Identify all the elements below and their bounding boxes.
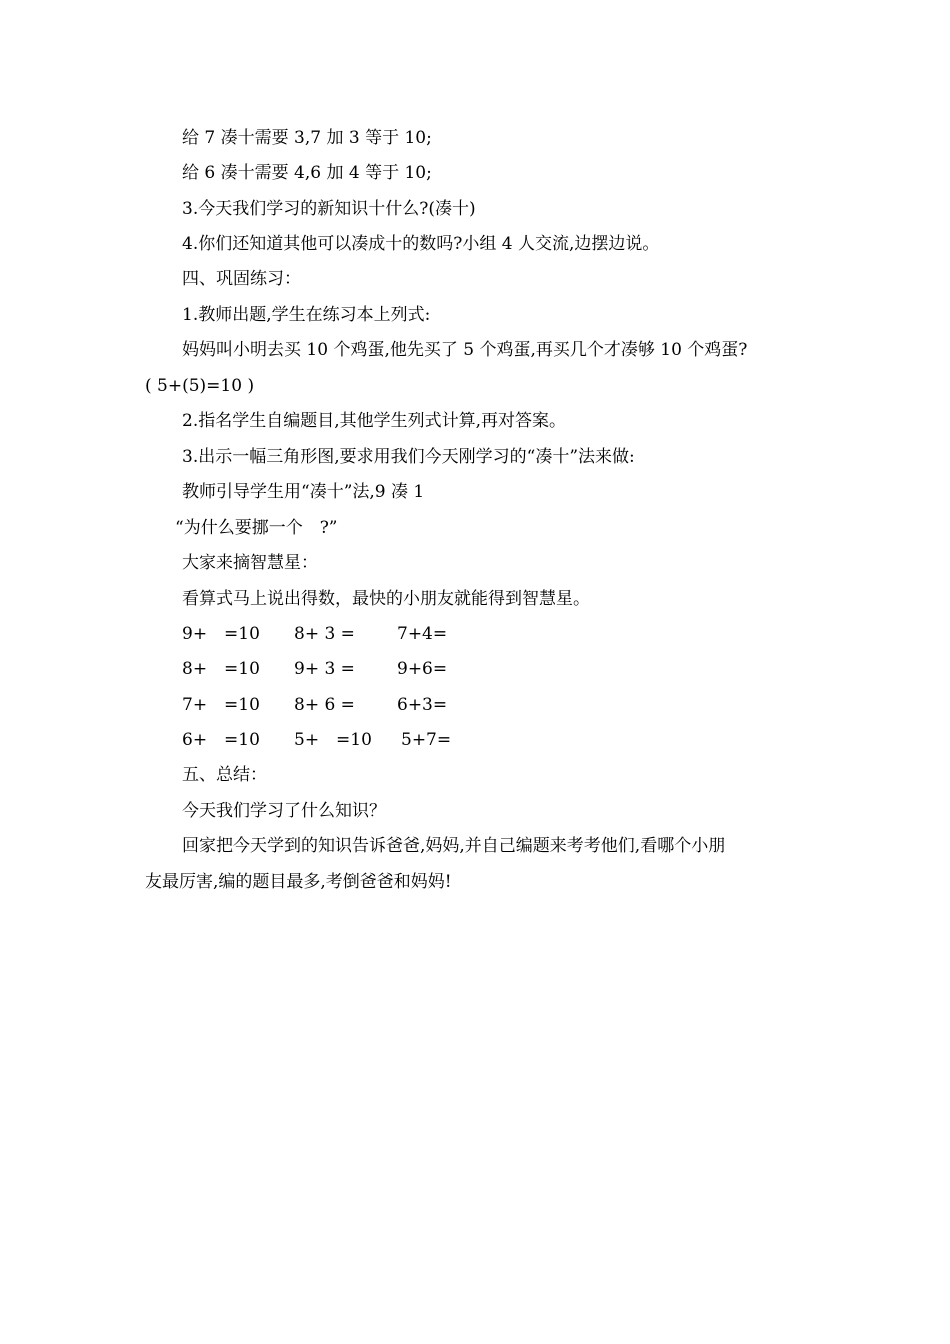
paragraph-line: ( 5+(5)=10 ) xyxy=(145,376,255,396)
paragraph-line: 3.出示一幅三角形图,要求用我们今天刚学习的“凑十”法来做: xyxy=(182,447,635,467)
exercise-cell: 9+ 3 = xyxy=(294,659,355,679)
paragraph-line: 给 6 凑十需要 4,6 加 4 等于 10; xyxy=(182,163,432,183)
paragraph-line: 大家来摘智慧星： xyxy=(182,553,318,573)
exercise-cell: 8+ =10 xyxy=(182,659,260,679)
paragraph-line: 友最厉害,编的题目最多,考倒爸爸和妈妈! xyxy=(145,872,452,892)
paragraph-line: 1.教师出题,学生在练习本上列式: xyxy=(182,305,431,325)
section-heading: 五、总结： xyxy=(182,765,267,785)
exercise-cell: 9+ =10 xyxy=(182,624,260,644)
paragraph-line: 妈妈叫小明去买 10 个鸡蛋,他先买了 5 个鸡蛋,再买几个才凑够 10 个鸡蛋? xyxy=(182,340,748,360)
paragraph-line: 今天我们学习了什么知识？ xyxy=(182,801,386,821)
exercise-cell: 7+ =10 xyxy=(182,695,260,715)
paragraph-line: 给 7 凑十需要 3,7 加 3 等于 10; xyxy=(182,128,432,148)
exercise-cell: 6+3= xyxy=(397,695,448,715)
paragraph-line: 教师引导学生用“凑十”法,9 凑 1 xyxy=(182,482,425,502)
paragraph-line: 3.今天我们学习的新知识十什么?(凑十) xyxy=(182,199,476,219)
exercise-cell: 6+ =10 xyxy=(182,730,260,750)
exercise-cell: 5+ =10 xyxy=(294,730,372,750)
paragraph-line: 看算式马上说出得数，最快的小朋友就能得到智慧星。 xyxy=(182,589,590,609)
exercise-cell: 7+4= xyxy=(397,624,448,644)
section-heading: 四、巩固练习： xyxy=(182,269,301,289)
exercise-cell: 5+7= xyxy=(401,730,452,750)
paragraph-line: 2.指名学生自编题目,其他学生列式计算,再对答案。 xyxy=(182,411,567,431)
paragraph-line: “为什么要挪一个 ?” xyxy=(175,518,338,538)
paragraph-line: 回家把今天学到的知识告诉爸爸,妈妈,并自己编题来考考他们,看哪个小朋 xyxy=(182,836,726,856)
exercise-cell: 8+ 6 = xyxy=(294,695,355,715)
exercise-cell: 8+ 3 = xyxy=(294,624,355,644)
exercise-cell: 9+6= xyxy=(397,659,448,679)
paragraph-line: 4.你们还知道其他可以凑成十的数吗?小组 4 人交流,边摆边说。 xyxy=(182,234,660,254)
